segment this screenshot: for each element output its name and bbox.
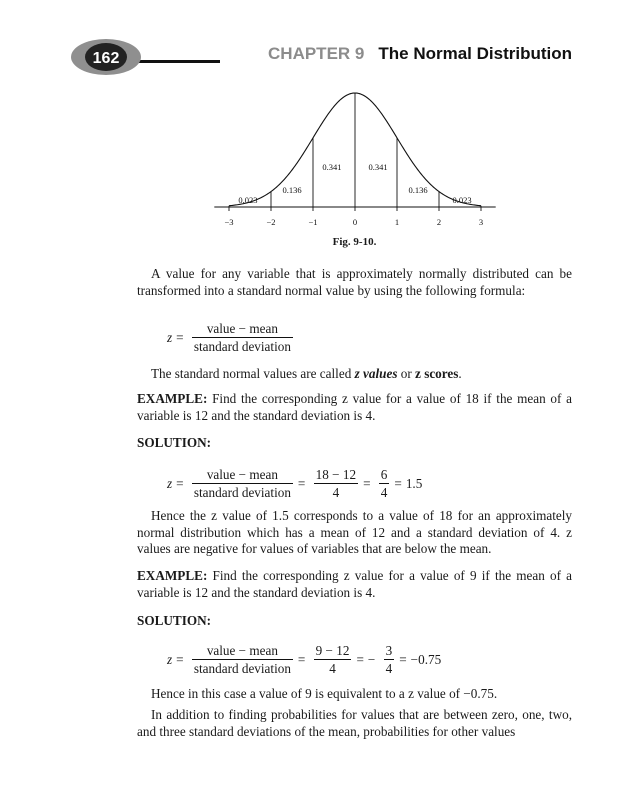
z-values-definition: [151, 366, 572, 383]
formula-z: z: [167, 329, 173, 345]
page-number: 162: [92, 50, 120, 67]
chapter-label: CHAPTER 9: [268, 44, 365, 63]
example-2-label: EXAMPLE:: [137, 568, 208, 583]
fraction-denominator: standard deviation: [193, 339, 291, 354]
definition-period: .: [458, 366, 462, 381]
example-2-text: Find the corresponding z value for a value of 9 if the mean of a variable is 12 and the standard deviation is 4.: [137, 568, 572, 600]
term-z-values: z values: [354, 366, 398, 381]
example-1-text: Find the corresponding z value for a value of 18 if the mean of a variable is 12 and the standard deviation is 4.: [137, 391, 572, 423]
example-1: [137, 391, 572, 424]
calc2-general-num: value − mean: [192, 643, 293, 660]
region-label-0: 0.023: [238, 195, 258, 205]
calc1-result: 1.5: [405, 475, 423, 491]
figure-caption: Fig. 9-10.: [332, 236, 377, 248]
solution-1-label: SOLUTION:: [137, 435, 212, 450]
calc2-simplified-num: 3: [385, 643, 393, 658]
calc2-fraction-simplified: [384, 643, 395, 676]
region-label-4: 0.136: [408, 185, 428, 195]
calc2-minus: −: [367, 651, 376, 667]
example-2: [137, 568, 572, 601]
x-tick-label-5: 2: [436, 217, 442, 227]
closing-paragraph: In addition to finding probabilities for values that are between zero, one, two, and three standard deviations of the mean, probabilities for other values: [137, 707, 572, 739]
example-1-calculation: [165, 467, 424, 507]
calc2-result: −0.75: [410, 651, 442, 667]
calc1-simplified-den: 4: [380, 485, 388, 500]
solution-2-label: SOLUTION:: [137, 613, 212, 628]
calc2-general-den: standard deviation: [193, 661, 291, 676]
region-label-1: 0.136: [282, 185, 302, 195]
calc2-eq4: =: [399, 651, 407, 667]
x-tick-label-2: −1: [308, 217, 318, 227]
region-label-3: 0.341: [368, 162, 388, 172]
definition-or: or: [397, 366, 416, 381]
calc1-eq2: =: [297, 475, 306, 491]
page-number-badge: [70, 38, 142, 76]
formula-equals: =: [176, 329, 184, 345]
region-label-2: 0.341: [322, 162, 342, 172]
intro-paragraph: A value for any variable that is approximately normally distributed can be transformed into a standard normal value by using the following formula:: [137, 266, 572, 298]
region-label-5: 0.023: [452, 195, 472, 205]
result-1-paragraph: Hence the z value of 1.5 corresponds to a value of 18 for an approximately normal distribution which has a mean of 12 and a standard deviation of 4. z values are negative for values of variables that are below the mean.: [137, 508, 572, 556]
calc2-fraction-values: [314, 643, 352, 676]
calc2-simplified-den: 4: [385, 661, 393, 676]
x-tick-label-3: 0: [352, 217, 358, 227]
term-z-scores: z scores: [415, 366, 459, 381]
example-2-calculation: [165, 643, 443, 683]
calc1-fraction-general: [192, 467, 293, 500]
x-tick-label-0: −3: [224, 217, 234, 227]
x-tick-label-4: 1: [394, 217, 400, 227]
fraction-numerator: value − mean: [192, 321, 293, 338]
calc1-values-num: 18 − 12: [315, 467, 357, 482]
calc1-eq1: =: [176, 475, 184, 491]
calc1-z: z: [167, 475, 173, 491]
definition-text: The standard normal values are called: [151, 366, 355, 381]
x-tick-label-6: 3: [478, 217, 484, 227]
calc1-fraction-simplified: [379, 467, 390, 500]
calc1-values-den: 4: [332, 485, 340, 500]
calc2-fraction-general: [192, 643, 293, 676]
x-tick-label-1: −2: [266, 217, 276, 227]
calc1-general-num: value − mean: [192, 467, 293, 484]
calc1-simplified-num: 6: [380, 467, 388, 482]
calc1-eq4: =: [394, 475, 402, 491]
example-1-label: EXAMPLE:: [137, 391, 208, 406]
calc1-eq3: =: [363, 475, 371, 491]
calc2-eq1: =: [176, 651, 184, 667]
formula-fraction: [192, 321, 293, 354]
calc1-fraction-values: [314, 467, 358, 500]
z-formula: [165, 321, 296, 361]
calc2-eq2: =: [297, 651, 306, 667]
calc2-values-den: 4: [329, 661, 336, 676]
calc1-general-den: standard deviation: [193, 485, 291, 500]
chapter-heading: [260, 44, 572, 64]
calc2-eq3: =: [356, 651, 364, 667]
normal-curve-figure: [200, 85, 500, 233]
chapter-title: The Normal Distribution: [378, 44, 572, 63]
calc2-values-num: 9 − 12: [315, 643, 350, 658]
calc2-z: z: [167, 651, 173, 667]
result-2-paragraph: Hence in this case a value of 9 is equivalent to a z value of −0.75.: [151, 686, 498, 701]
